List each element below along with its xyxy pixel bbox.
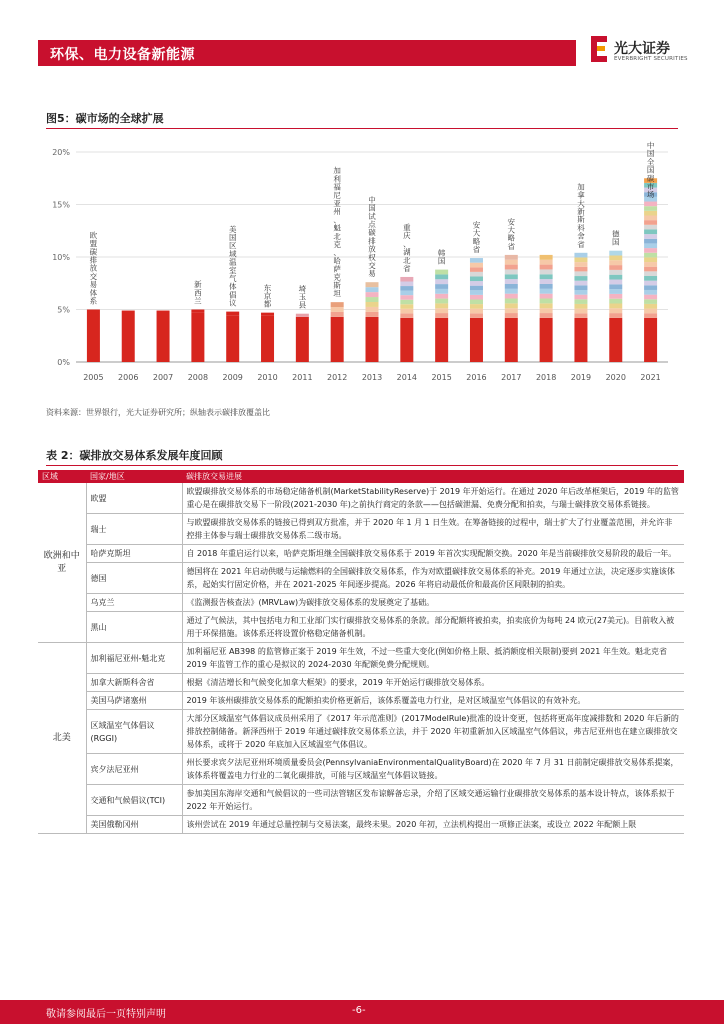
annotation-label: 加拿大新斯科舍省 [577, 182, 585, 249]
page-number: -6- [352, 1005, 366, 1016]
bar-segment [296, 317, 309, 362]
x-tick-label: 2011 [292, 373, 313, 382]
bar-segment [644, 248, 657, 253]
bar-segment [609, 280, 622, 285]
bar-segment [122, 311, 135, 362]
bar-segment [366, 302, 379, 307]
bar-segment [540, 289, 553, 294]
bar-segment [644, 309, 657, 314]
table-row [38, 674, 684, 692]
progress-cell: 根据《清洁增长和气候变化加拿大框架》的要求，2019 年开始运行碳排放交易体系。 [182, 674, 684, 692]
bar-segment [470, 276, 483, 281]
bar-segment [644, 206, 657, 211]
bar-segment [470, 290, 483, 295]
x-tick-label: 2020 [605, 373, 626, 382]
bar-segment [505, 289, 518, 294]
bar-segment [574, 295, 587, 300]
bar-segment [331, 302, 344, 307]
bar-segment [470, 299, 483, 304]
table-row [38, 545, 684, 563]
bar-segment [540, 274, 553, 279]
annotation-label: 中国全国碳市场 [646, 141, 655, 200]
bar-segment [435, 294, 448, 299]
bar-segment [609, 289, 622, 294]
bar-segment [574, 276, 587, 281]
figure-source: 资料来源：世界银行，光大证券研究所；纵轴表示碳排放覆盖比 [46, 408, 270, 417]
table-title: 表 2：碳排放交易体系发展年度回顾 [46, 449, 223, 462]
bar-segment [644, 239, 657, 244]
bar-segment [505, 279, 518, 284]
bar-segment [505, 265, 518, 270]
bar-segment [644, 299, 657, 304]
bar-segment [261, 313, 274, 316]
bar-segment [540, 284, 553, 289]
bar-segment [644, 267, 657, 272]
y-tick-label: 10% [52, 253, 70, 262]
bar-segment [505, 308, 518, 313]
header-title: 环保、电力设备新能源 [50, 47, 195, 63]
bar-segment [644, 318, 657, 362]
annotation-label: 欧盟碳排放交易体系 [89, 230, 98, 306]
bar-segment [435, 318, 448, 362]
progress-cell: 2019 年该州碳排放交易体系的配额拍卖价格更新后，该体系覆盖电力行业，是对区域温室气体倡议的有效补充。 [182, 692, 684, 710]
everbright-logo-icon [588, 34, 610, 64]
bar-segment [609, 265, 622, 270]
x-tick-label: 2013 [361, 373, 383, 382]
x-tick-label: 2012 [326, 373, 348, 382]
x-tick-label: 2014 [396, 373, 418, 382]
bar-segment [505, 318, 518, 362]
y-tick-label: 5% [57, 305, 70, 315]
bar-segment [609, 318, 622, 362]
annotation-label: 埼玉县 [298, 284, 307, 310]
bar-segment [400, 309, 413, 314]
table-row [38, 710, 684, 754]
bar-segment [157, 311, 170, 362]
progress-cell: 德国将在 2021 年启动供暖与运输燃料的全国碳排放交易体系，作为对欧盟碳排放交易体系的补充。2019 年通过立法，决定逐步实施该体系，起始实行固定价格，并在 2021-2025 年间逐步提高。2026 年将启动最低价和最高价区间限制的拍卖。 [182, 563, 684, 594]
bar-segment [366, 282, 379, 287]
bar-segment [505, 274, 518, 279]
bar-segment [540, 279, 553, 284]
bar-segment [470, 263, 483, 268]
bar-segment [505, 260, 518, 265]
table-row [38, 483, 684, 514]
region-cell: 北美 [38, 643, 86, 834]
bar-segment [435, 308, 448, 313]
table-row [38, 563, 684, 594]
bar-segment [366, 312, 379, 317]
bar-segment [609, 270, 622, 275]
bar-segment [540, 255, 553, 260]
annotation-label: 韩国 [437, 248, 446, 266]
x-tick-label: 2009 [222, 373, 243, 382]
bar-segment [505, 284, 518, 289]
annotation-label: 安大略省 [472, 220, 481, 255]
bar-segment [470, 267, 483, 272]
bar-segment [435, 289, 448, 294]
x-tick-label: 2015 [431, 373, 452, 382]
bar-segment [366, 287, 379, 292]
table-row [38, 612, 684, 643]
bar-segment [574, 271, 587, 276]
x-tick-label: 2010 [257, 373, 278, 382]
bar-segment [331, 317, 344, 362]
bar-segment [435, 284, 448, 289]
bar-segment [644, 225, 657, 230]
bar-segment [574, 253, 587, 258]
x-tick-label: 2007 [152, 373, 174, 382]
bar-segment [261, 316, 274, 362]
bar-segment [366, 317, 379, 362]
bar-segment [400, 304, 413, 309]
logo [588, 34, 698, 70]
annotation-label: 美国区域温室气体倡议 [228, 224, 237, 308]
annotation-label: 安大略省 [507, 217, 516, 251]
bar-segment [574, 304, 587, 309]
bar-segment [609, 299, 622, 304]
x-tick-label: 2006 [118, 373, 139, 382]
logo-name-en: EVERBRIGHT SECURITIES [614, 56, 688, 62]
annotation-label: 重庆、湖北省 [403, 222, 411, 273]
bar-segment [609, 260, 622, 265]
bar-segment [540, 303, 553, 308]
bar-segment [644, 220, 657, 225]
progress-cell: 州长要求宾夕法尼亚州环境质量委员会(PennsylvaniaEnvironmentalQualityBoard)在 2020 年 7 月 31 日前制定碳排放交易体系提案，该体系将覆盖电力行业的二氧化碳排放，可能与区域温室气体倡议链接。 [182, 754, 684, 785]
bar-segment [331, 312, 344, 317]
bar-segment [540, 294, 553, 299]
bar-segment [400, 318, 413, 362]
bar-segment [400, 313, 413, 318]
region-cell: 欧洲和中亚 [38, 483, 86, 643]
bar-segment [366, 292, 379, 297]
x-tick-label: 2008 [187, 373, 209, 382]
figure-divider [46, 128, 678, 129]
footer-disclaimer: 敬请参阅最后一页特别声明 [46, 1009, 166, 1020]
annotation-label: 新西兰 [194, 280, 202, 306]
bar-segment [609, 304, 622, 309]
bar-segment [470, 258, 483, 263]
y-tick-label: 15% [52, 200, 70, 210]
table-row [38, 816, 684, 834]
bar-segment [435, 303, 448, 308]
bar-segment [609, 251, 622, 256]
bar-segment [574, 309, 587, 314]
country-cell: 德国 [86, 563, 182, 594]
table-row [38, 514, 684, 545]
bar-segment [400, 291, 413, 296]
bar-segment [540, 269, 553, 274]
ets-timeline-table [38, 470, 684, 834]
bar-segment [540, 308, 553, 313]
x-tick-label: 2019 [570, 373, 592, 382]
bar-segment [505, 255, 518, 260]
annotation-label: 中国试点碳排放权交易 [368, 195, 376, 279]
bar-segment [609, 256, 622, 261]
country-cell: 美国马萨诸塞州 [86, 692, 182, 710]
bar-segment [366, 297, 379, 302]
bar-segment [400, 286, 413, 291]
table-row [38, 692, 684, 710]
bar-segment [470, 272, 483, 277]
x-tick-label: 2017 [501, 373, 522, 382]
bar-segment [296, 314, 309, 317]
bar-segment [609, 313, 622, 318]
country-cell: 加拿大新斯科舍省 [86, 674, 182, 692]
bar-segment [609, 294, 622, 299]
bar-segment [87, 310, 100, 363]
logo-name-cn: 光大证券 [614, 41, 670, 57]
progress-cell: 《监测报告核查法》(MRVLaw)为碳排放交易体系的发展奠定了基础。 [182, 594, 684, 612]
table-row [38, 594, 684, 612]
bar-segment [644, 257, 657, 262]
annotation-label: 东京都 [263, 283, 272, 309]
progress-cell: 欧盟碳排放交易体系的市场稳定储备机制(MarketStabilityReserve)于 2019 年开始运行。在通过 2020 年后改革框架后，2019 年的监管重心是在碳排放交易下一阶段(2021-2030 年)之前执行商定的条款——包括碳泄漏、免费分配和拍卖，与瑞士碳排放交易体系链接。 [182, 483, 684, 514]
bar-segment [505, 303, 518, 308]
bar-segment [470, 313, 483, 318]
bar-segment [574, 262, 587, 267]
bar-segment [574, 285, 587, 290]
country-cell: 瑞士 [86, 514, 182, 545]
x-tick-label: 2005 [83, 373, 104, 382]
bar-segment [540, 318, 553, 362]
bar-segment [331, 307, 344, 312]
bar-segment [644, 215, 657, 220]
table-divider [46, 465, 678, 466]
bar-segment [505, 269, 518, 274]
bar-segment [644, 253, 657, 258]
bar-segment [574, 267, 587, 272]
bar-segment [505, 299, 518, 304]
bar-segment [644, 211, 657, 216]
bar-segment [644, 271, 657, 276]
country-cell: 交通和气候倡议(TCI) [86, 785, 182, 816]
y-tick-label: 20% [52, 148, 70, 157]
bar-segment [470, 281, 483, 286]
progress-cell: 参加美国东海岸交通和气候倡议的一些司法管辖区发布谅解备忘录，介绍了区域交通运输行业碳排放交易体系的基本设计特点，该体系拟于 2022 年开始运行。 [182, 785, 684, 816]
bar-segment [540, 313, 553, 318]
bar-segment [574, 290, 587, 295]
bar-segment [400, 295, 413, 300]
table-header-row [38, 470, 684, 483]
header-country: 国家/地区 [86, 470, 182, 483]
bar-segment [470, 286, 483, 291]
header-progress: 碳排放交易进展 [182, 470, 684, 483]
country-cell: 加利福尼亚州-魁北克 [86, 643, 182, 674]
bar-segment [435, 313, 448, 318]
bar-segment [226, 316, 239, 362]
x-tick-label: 2018 [535, 373, 557, 382]
bar-segment [644, 243, 657, 248]
bar-segment [435, 279, 448, 284]
bar-segment [644, 285, 657, 290]
carbon-market-chart [46, 140, 678, 390]
bar-segment [574, 281, 587, 286]
bar-segment [644, 276, 657, 281]
figure-title: 图5：碳市场的全球扩展 [46, 112, 164, 125]
bar-segment [644, 234, 657, 239]
bar-segment [609, 284, 622, 289]
table-row [38, 754, 684, 785]
x-tick-label: 2016 [466, 373, 487, 382]
bar-segment [644, 262, 657, 267]
bar-segment [644, 229, 657, 234]
bar-segment [644, 295, 657, 300]
country-cell: 美国俄勒冈州 [86, 816, 182, 834]
bar-segment [644, 290, 657, 295]
bar-segment [505, 294, 518, 299]
bar-segment [609, 308, 622, 313]
country-cell: 宾夕法尼亚州 [86, 754, 182, 785]
bar-segment [400, 282, 413, 287]
bar-segment [540, 299, 553, 304]
country-cell: 乌克兰 [86, 594, 182, 612]
x-tick-label: 2021 [640, 373, 661, 382]
progress-cell: 加利福尼亚 AB398 的监管修正案于 2019 年生效，不过一些重大变化(例如价格上限、抵消额度相关限制)要到 2021 年生效。魁北克省 2019 年监管工作的重心是拟议的 2024-2030 年配额免费分配规则。 [182, 643, 684, 674]
bar-segment [435, 299, 448, 304]
bar-segment [470, 318, 483, 362]
bar-segment [191, 313, 204, 362]
bar-segment [644, 313, 657, 318]
bar-segment [435, 274, 448, 279]
annotation-label: 加利福尼亚州、魁北克、哈萨克斯坦 [333, 166, 341, 299]
bar-segment [644, 281, 657, 286]
bar-segment [470, 309, 483, 314]
bar-segment [574, 318, 587, 362]
bar-segment [644, 304, 657, 309]
bar-segment [540, 260, 553, 265]
bar-segment [574, 299, 587, 304]
bar-segment [400, 300, 413, 305]
bar-segment [226, 312, 239, 316]
bar-segment [574, 313, 587, 318]
table-row [38, 785, 684, 816]
progress-cell: 该州尝试在 2019 年通过总量控制与交易法案，最终未果。2020 年初，立法机构提出一项修正法案，或设立 2022 年配额上限 [182, 816, 684, 834]
annotation-label: 德国 [612, 229, 620, 247]
country-cell: 欧盟 [86, 483, 182, 514]
bar-segment [435, 270, 448, 275]
progress-cell: 与欧盟碳排放交易体系的链接已得到双方批准，并于 2020 年 1 月 1 日生效。在筹备链接的过程中，瑞士扩大了行业覆盖范围，并允许非控排主体参与瑞士碳排放交易体系二级市场。 [182, 514, 684, 545]
country-cell: 区域温室气体倡议(RGGI) [86, 710, 182, 754]
progress-cell: 通过了气候法，其中包括电力和工业部门实行碳排放交易体系的条款。部分配额将被拍卖，拍卖底价为每吨 24 欧元(27美元)。目前收入被用于环保措施。该体系还将设置价格稳定储备机制。 [182, 612, 684, 643]
bar-segment [505, 313, 518, 318]
bar-segment [540, 265, 553, 270]
header-region: 区域 [38, 470, 86, 483]
bar-segment [470, 295, 483, 300]
bar-segment [609, 275, 622, 280]
table-row [38, 643, 684, 674]
country-cell: 黑山 [86, 612, 182, 643]
country-cell: 哈萨克斯坦 [86, 545, 182, 563]
progress-cell: 大部分区域温室气体倡议成员州采用了《2017 年示范准则》(2017ModelRule)批准的设计变更，包括将更高年度减排数和 2020 年后新的排放控制储备。新泽西州于 2019 年通过碳排放交易体系立法，并于 2020 年初重新加入区域温室气体倡议，弗吉尼亚州也在建立碳排放交易体系，或将于 2020 年底加入区域温室气体倡议。 [182, 710, 684, 754]
bar-segment [574, 257, 587, 262]
bar-segment [366, 307, 379, 312]
bar-segment [470, 304, 483, 309]
progress-cell: 自 2018 年重启运行以来，哈萨克斯坦继全国碳排放交易体系于 2019 年首次实现配额交换。2020 年是当前碳排放交易阶段的最后一年。 [182, 545, 684, 563]
bar-segment [400, 277, 413, 282]
bar-segment [191, 310, 204, 313]
bar-segment [644, 202, 657, 207]
y-tick-label: 0% [57, 358, 70, 367]
